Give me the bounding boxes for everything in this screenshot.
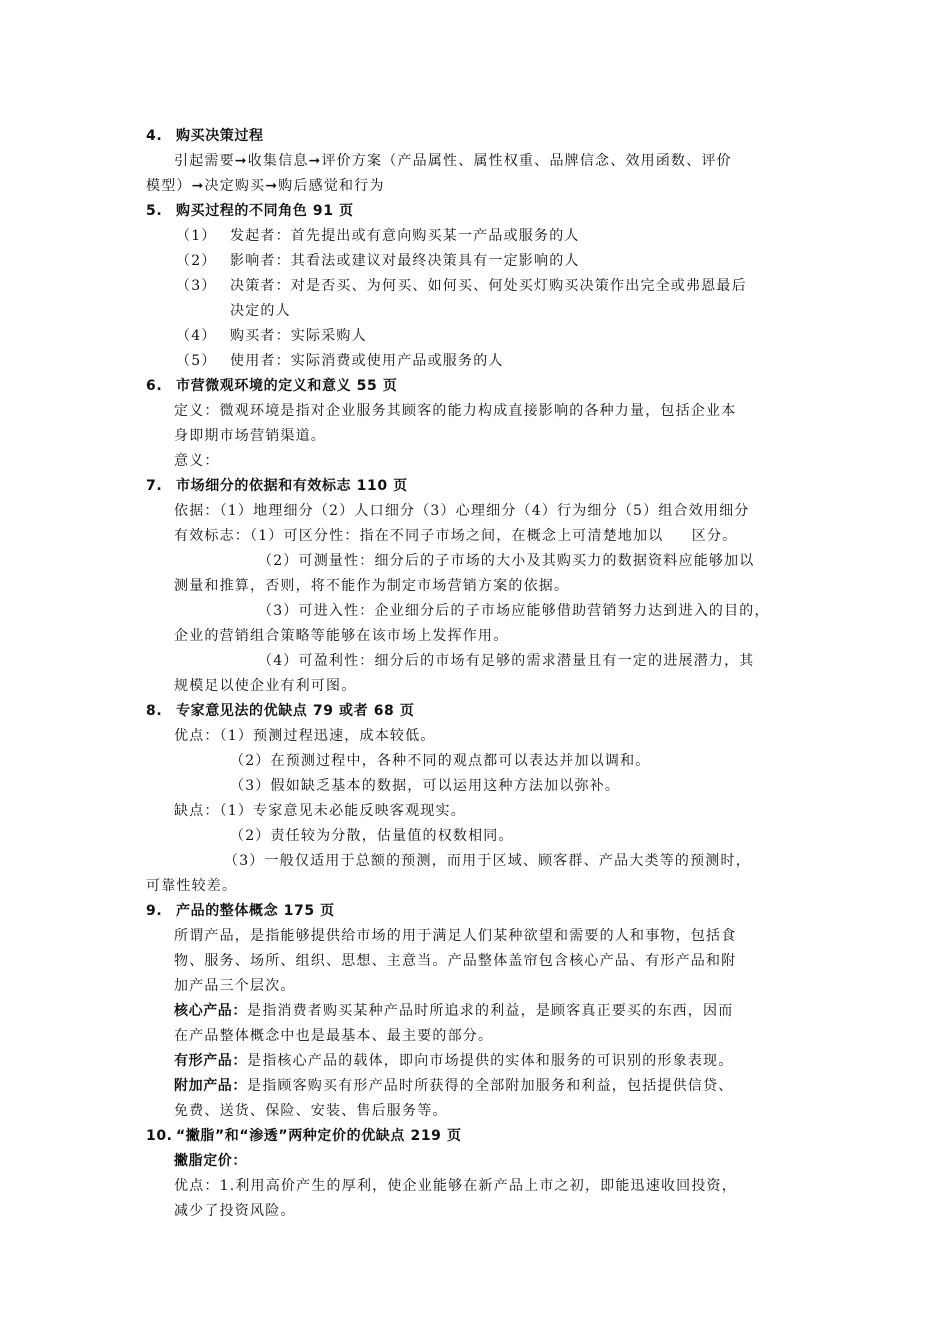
paragraph-line: 优点：（1）预测过程迅速，成本较低。 <box>174 728 436 744</box>
section-heading-6: 6. 市营微观环境的定义和意义 55 页 <box>146 378 398 394</box>
paragraph-line: 加产品三个层次。 <box>174 978 296 994</box>
section-heading-5: 5. 购买过程的不同角色 91 页 <box>146 203 354 219</box>
paragraph-line: 测量和推算，否则，将不能作为制定市场营销方案的依据。 <box>174 578 570 594</box>
paragraph-line: 规模足以使企业有利可图。 <box>174 678 357 694</box>
paragraph-line: 模型）➞决定购买➞购后感觉和行为 <box>146 178 385 194</box>
paragraph-line: （2）在预测过程中，各种不同的观点都可以表达并加以调和。 <box>230 753 651 769</box>
list-item: （1） 发起者：首先提出或有意向购买某一产品或服务的人 <box>176 228 580 244</box>
paragraph-line: 意义： <box>174 453 220 469</box>
term-label: 核心产品： <box>174 1003 247 1019</box>
list-item: （4） 购买者：实际采购人 <box>176 328 367 344</box>
section-heading-8: 8. 专家意见法的优缺点 79 或者 68 页 <box>146 703 415 719</box>
section-heading-7: 7. 市场细分的依据和有效标志 110 页 <box>146 478 408 494</box>
paragraph-line: 缺点：（1）专家意见未必能反映客观现实。 <box>174 803 466 819</box>
definition-tangible-product: 有形产品：是指核心产品的载体，即向市场提供的实体和服务的可识别的形象表现。 <box>174 1053 734 1069</box>
paragraph-line: 身即期市场营销渠道。 <box>174 428 326 444</box>
term-label: 有形产品： <box>174 1053 247 1069</box>
paragraph-line: （2）责任较为分散，估量值的权数相同。 <box>230 828 514 844</box>
paragraph-line: （3）假如缺乏基本的数据，可以运用这种方法加以弥补。 <box>230 778 621 794</box>
section-heading-10: 10. “撇脂”和“渗透”两种定价的优缺点 219 页 <box>146 1128 462 1144</box>
paragraph-line: 引起需要➞收集信息➞评价方案（产品属性、属性权重、品牌信念、效用函数、评价 <box>174 153 732 169</box>
paragraph-line: （2）可测量性：细分后的子市场的大小及其购买力的数据资料应能够加以 <box>258 553 755 569</box>
paragraph-line: 企业的营销组合策略等能够在该市场上发挥作用。 <box>174 628 509 644</box>
paragraph-line: 依据：（1）地理细分（2）人口细分（3）心理细分（4）行为细分（5）组合效用细分 <box>174 503 750 519</box>
list-item: （5） 使用者：实际消费或使用产品或服务的人 <box>176 353 504 369</box>
term-label: 附加产品： <box>174 1078 247 1094</box>
definition-augmented-product: 附加产品：是指顾客购买有形产品时所获得的全部附加服务和利益，包括提供信贷、 <box>174 1078 734 1094</box>
list-item: （2） 影响者：其看法或建议对最终决策具有一定影响的人 <box>176 253 580 269</box>
paragraph-line: 物、服务、场所、组织、思想、主意当。产品整体盖帘包含核心产品、有形产品和附 <box>174 953 737 969</box>
definition-core-product: 核心产品：是指消费者购买某种产品时所追求的利益，是顾客真正要买的东西，因而 <box>174 1003 734 1019</box>
paragraph-line: 优点：1.利用高价产生的厚利，使企业能够在新产品上市之初，即能迅速收回投资， <box>174 1178 737 1194</box>
list-item: （3） 决策者：对是否买、为何买、如何买、何处买灯购买决策作出完全或弗恩最后 <box>176 278 747 294</box>
subheading-skimming-pricing: 撇脂定价： <box>174 1153 247 1169</box>
section-heading-4: 4. 购买决策过程 <box>146 128 264 144</box>
paragraph-line: 减少了投资风险。 <box>174 1203 296 1219</box>
paragraph-line: （3）一般仅适用于总额的预测，而用于区域、顾客群、产品大类等的预测时， <box>224 853 751 869</box>
paragraph-line: 所谓产品，是指能够提供给市场的用于满足人们某种欲望和需要的人和事物，包括食 <box>174 928 737 944</box>
list-item-continuation: 决定的人 <box>230 303 291 319</box>
paragraph-line: （4）可盈利性：细分后的市场有足够的需求潜量且有一定的进展潜力，其 <box>258 653 755 669</box>
paragraph-line: 免费、送货、保险、安装、售后服务等。 <box>174 1103 448 1119</box>
paragraph-line: 定义：微观环境是指对企业服务其顾客的能力构成直接影响的各种力量，包括企业本 <box>174 403 737 419</box>
paragraph-line: 可靠性较差。 <box>146 878 238 894</box>
paragraph-line: 在产品整体概念中也是最基本、最主要的部分。 <box>174 1028 494 1044</box>
paragraph-line: 有效标志：（1）可区分性：指在不同子市场之间，在概念上可清楚地加以 区分。 <box>174 528 738 544</box>
paragraph-line: （3）可进入性：企业细分后的子市场应能够借助营销努力达到进入的目的， <box>258 603 770 619</box>
section-heading-9: 9. 产品的整体概念 175 页 <box>146 903 335 919</box>
